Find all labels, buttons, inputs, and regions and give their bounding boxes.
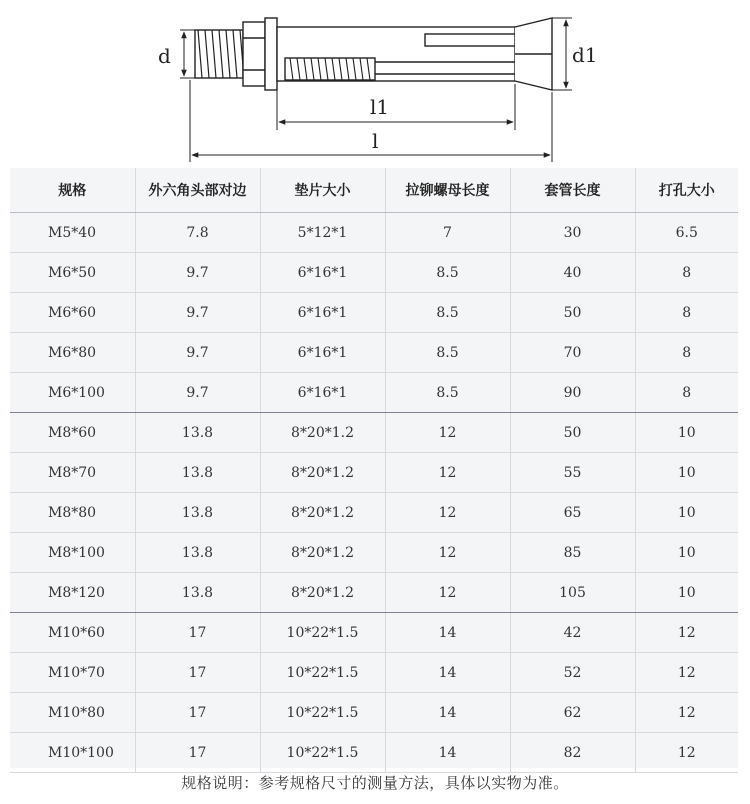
cell-drill: 12	[635, 653, 738, 693]
cell-drill: 12	[635, 613, 738, 653]
cell-hex: 17	[135, 613, 260, 653]
cell-hex: 9.7	[135, 373, 260, 413]
cell-washer: 10*22*1.5	[260, 613, 385, 653]
cell-hex: 17	[135, 733, 260, 773]
cell-nut: 14	[385, 613, 510, 653]
cell-spec: M8*100	[10, 533, 135, 573]
cell-drill: 8	[635, 253, 738, 293]
header-drill-size: 打孔大小	[635, 168, 738, 213]
table-row	[10, 213, 738, 253]
dim-l-label: l	[372, 129, 379, 153]
cell-washer: 8*20*1.2	[260, 573, 385, 613]
cell-washer: 8*20*1.2	[260, 453, 385, 493]
expansion-bolt-diagram	[0, 0, 750, 168]
spec-table-container	[10, 168, 738, 768]
cell-sleeve: 105	[510, 573, 635, 613]
cell-sleeve: 52	[510, 653, 635, 693]
cell-nut: 8.5	[385, 253, 510, 293]
cell-washer: 10*22*1.5	[260, 733, 385, 773]
cell-drill: 8	[635, 373, 738, 413]
cell-nut: 8.5	[385, 373, 510, 413]
cell-spec: M8*80	[10, 493, 135, 533]
cell-washer: 8*20*1.2	[260, 493, 385, 533]
table-header-row	[10, 168, 738, 213]
cell-drill: 10	[635, 573, 738, 613]
cell-nut: 12	[385, 413, 510, 453]
cell-nut: 12	[385, 533, 510, 573]
cell-nut: 12	[385, 493, 510, 533]
cell-sleeve: 50	[510, 293, 635, 333]
table-row	[10, 733, 738, 773]
cell-sleeve: 62	[510, 693, 635, 733]
cell-hex: 7.8	[135, 213, 260, 253]
cell-sleeve: 55	[510, 453, 635, 493]
table-row	[10, 693, 738, 733]
dim-d1-label: d1	[572, 43, 598, 67]
table-row	[10, 413, 738, 453]
table-row	[10, 253, 738, 293]
cell-spec: M6*60	[10, 293, 135, 333]
cell-hex: 13.8	[135, 573, 260, 613]
cell-hex: 17	[135, 693, 260, 733]
cell-drill: 12	[635, 733, 738, 773]
cell-washer: 6*16*1	[260, 333, 385, 373]
cell-nut: 12	[385, 453, 510, 493]
cell-spec: M6*100	[10, 373, 135, 413]
cell-hex: 13.8	[135, 453, 260, 493]
header-spec: 规格	[10, 168, 135, 213]
cell-washer: 10*22*1.5	[260, 693, 385, 733]
dim-d-label: d	[158, 44, 171, 68]
cell-washer: 5*12*1	[260, 213, 385, 253]
cell-washer: 6*16*1	[260, 253, 385, 293]
cell-spec: M10*70	[10, 653, 135, 693]
cell-hex: 13.8	[135, 533, 260, 573]
cell-spec: M5*40	[10, 213, 135, 253]
cell-hex: 13.8	[135, 413, 260, 453]
cell-washer: 8*20*1.2	[260, 533, 385, 573]
cell-nut: 8.5	[385, 333, 510, 373]
header-sleeve-length: 套管长度	[510, 168, 635, 213]
cell-nut: 14	[385, 693, 510, 733]
cell-washer: 8*20*1.2	[260, 413, 385, 453]
cell-hex: 9.7	[135, 253, 260, 293]
cell-hex: 9.7	[135, 333, 260, 373]
cell-nut: 14	[385, 653, 510, 693]
cell-drill: 6.5	[635, 213, 738, 253]
cell-drill: 10	[635, 493, 738, 533]
table-row	[10, 573, 738, 613]
cell-spec: M8*120	[10, 573, 135, 613]
cell-sleeve: 70	[510, 333, 635, 373]
cell-washer: 10*22*1.5	[260, 653, 385, 693]
table-row	[10, 373, 738, 413]
table-row	[10, 653, 738, 693]
cell-drill: 8	[635, 333, 738, 373]
header-nut-length: 拉铆螺母长度	[385, 168, 510, 213]
table-row	[10, 333, 738, 373]
cell-sleeve: 90	[510, 373, 635, 413]
cell-spec: M10*80	[10, 693, 135, 733]
cell-sleeve: 50	[510, 413, 635, 453]
cell-sleeve: 65	[510, 493, 635, 533]
header-hex-head-width: 外六角头部对边	[135, 168, 260, 213]
cell-spec: M10*60	[10, 613, 135, 653]
cell-sleeve: 30	[510, 213, 635, 253]
spec-table	[10, 168, 738, 773]
cell-spec: M8*60	[10, 413, 135, 453]
cell-sleeve: 40	[510, 253, 635, 293]
cell-nut: 8.5	[385, 293, 510, 333]
cell-nut: 14	[385, 733, 510, 773]
cell-washer: 6*16*1	[260, 373, 385, 413]
cell-washer: 6*16*1	[260, 293, 385, 333]
header-washer-size: 垫片大小	[260, 168, 385, 213]
cell-sleeve: 82	[510, 733, 635, 773]
table-row	[10, 493, 738, 533]
spec-footnote: 规格说明：参考规格尺寸的测量方法，具体以实物为准。	[181, 774, 569, 792]
cell-spec: M8*70	[10, 453, 135, 493]
cell-drill: 12	[635, 693, 738, 733]
cell-drill: 8	[635, 293, 738, 333]
cell-drill: 10	[635, 533, 738, 573]
cell-hex: 17	[135, 653, 260, 693]
table-row	[10, 453, 738, 493]
cell-nut: 7	[385, 213, 510, 253]
cell-nut: 12	[385, 573, 510, 613]
cell-spec: M6*50	[10, 253, 135, 293]
dim-l1-label: l1	[370, 95, 390, 119]
cell-drill: 10	[635, 453, 738, 493]
cell-sleeve: 85	[510, 533, 635, 573]
cell-spec: M6*80	[10, 333, 135, 373]
cell-spec: M10*100	[10, 733, 135, 773]
table-row	[10, 293, 738, 333]
cell-drill: 10	[635, 413, 738, 453]
table-row	[10, 613, 738, 653]
cell-hex: 13.8	[135, 493, 260, 533]
table-row	[10, 533, 738, 573]
cell-hex: 9.7	[135, 293, 260, 333]
cell-sleeve: 42	[510, 613, 635, 653]
